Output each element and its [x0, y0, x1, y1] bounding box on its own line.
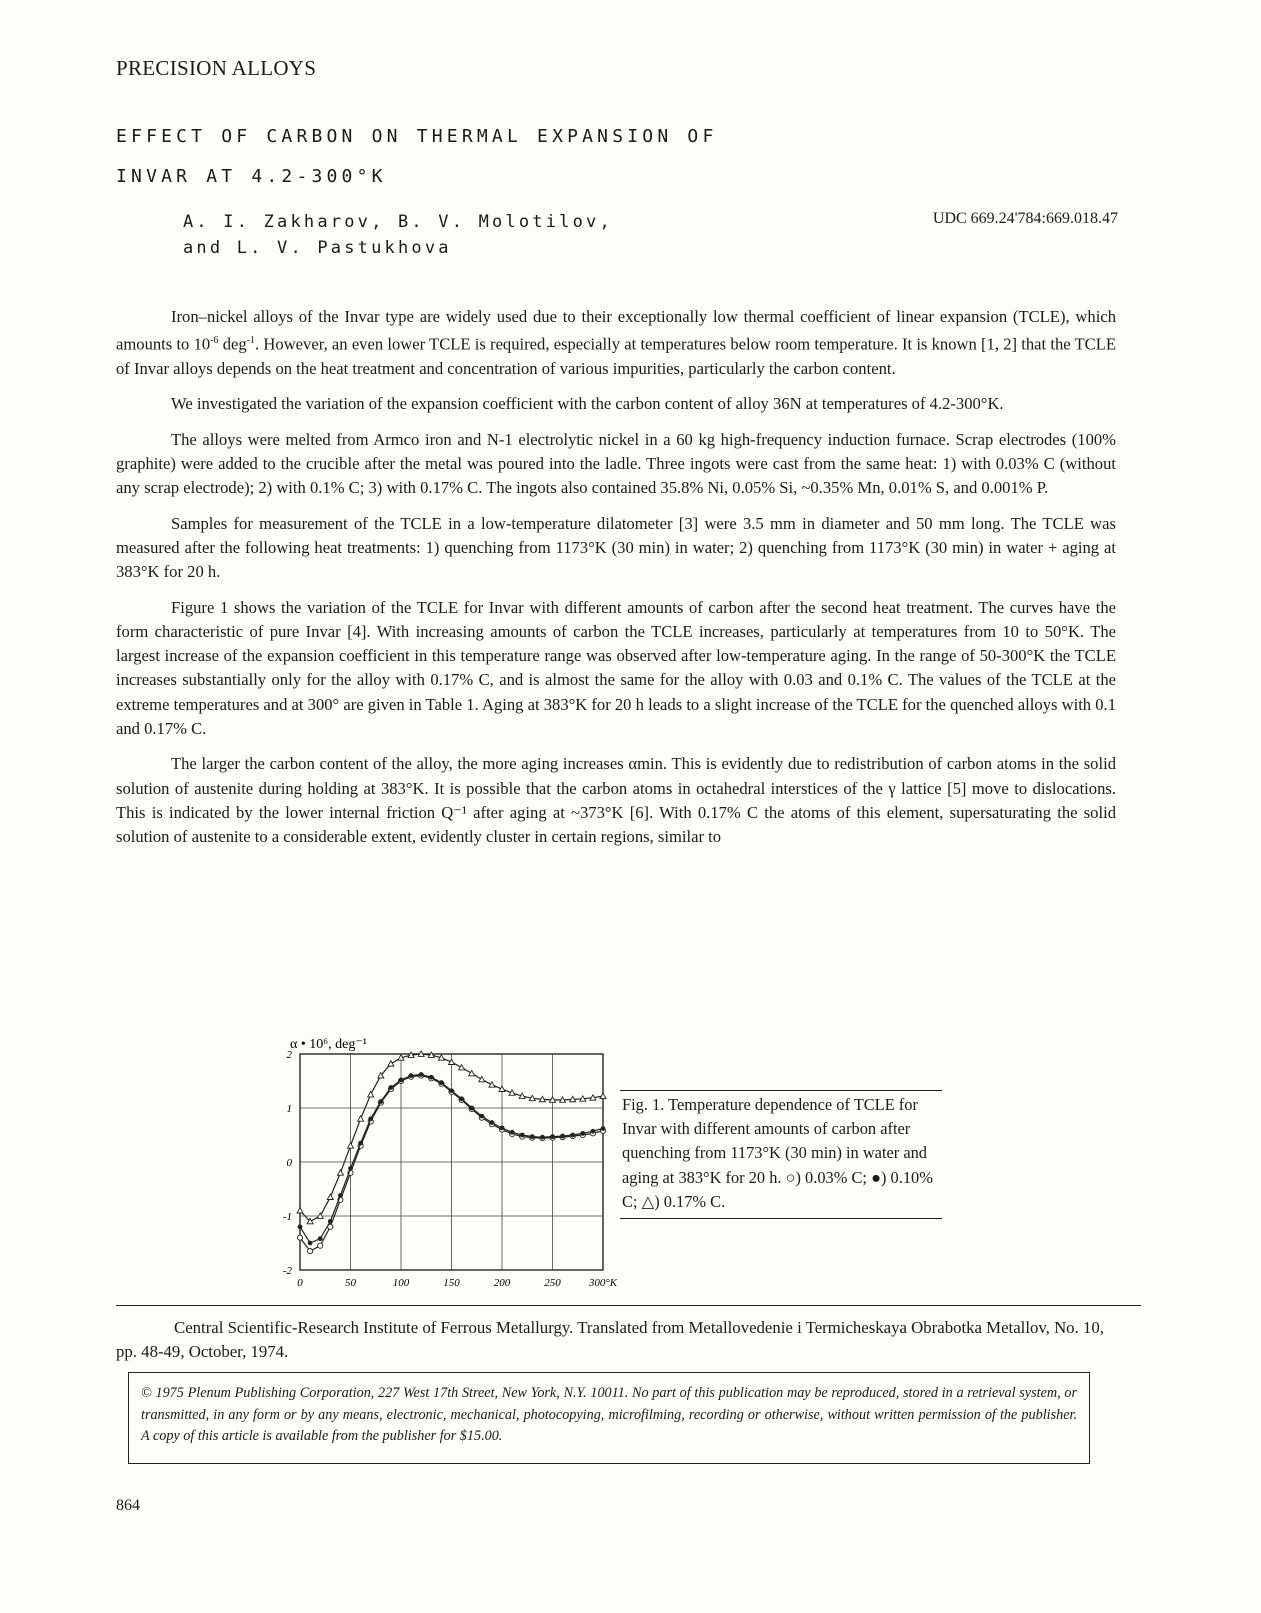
paragraph-4: Samples for measurement of the TCLE in a low-temperature dilatometer [3] were 3.5 mm in diameter and 50 mm long. The TCLE was measured after the following heat treatments: 1) quenching from 1173°K (30 min) in water; 2) quenching from 1173°K (30 min) in water + aging at 383°K for 20 h. — [116, 513, 1116, 582]
data-point-triangle — [368, 1092, 374, 1097]
y-axis-label: α • 10⁶, deg⁻¹ — [290, 1037, 367, 1052]
authors-line2: and L. V. Pastukhova — [183, 238, 452, 258]
data-point-triangle — [459, 1065, 465, 1070]
plot-area — [283, 1049, 618, 1289]
article-body — [116, 305, 1116, 860]
data-point-filled — [429, 1075, 434, 1080]
data-point-filled — [570, 1133, 575, 1138]
x-tick-label: 150 — [443, 1277, 460, 1289]
y-tick-label: 2 — [286, 1049, 292, 1061]
data-point-filled — [459, 1096, 464, 1101]
data-point-filled — [490, 1120, 495, 1125]
data-point-filled — [510, 1130, 515, 1135]
paragraph-5: Figure 1 shows the variation of the TCLE for Invar with different amounts of carbon after the second heat treatment. The curves have the form characteristic of pure Invar [4]. With increasing amounts of carbon the TCLE increases, particularly at temperatures from 10 to 50°K. The largest increase of the expansion coefficient in this temperature range was observed after low-temperature aging. In the range of 50-300°K the TCLE increases substantially only for the alloy with 0.17% C, and is almost the same for the alloy with 0.03 and 0.1% C. The values of the TCLE at the extreme temperatures and at 300° are given in Table 1. Aging at 383°K for 20 h leads to a slight increase of the TCLE for the quenched alloys with 0.1 and 0.17% C. — [116, 597, 1116, 738]
data-point-filled — [479, 1114, 484, 1119]
paragraph-6: The larger the carbon content of the alloy, the more aging increases αmin. This is evidently due to redistribution of carbon atoms in the solid solution of austenite during holding at 383°K. It is possible that the carbon atoms in octahedral interstices of the γ lattice [5] move to dislocations. This is indicated by the lower internal friction Q⁻¹ after aging at ~373°K [6]. With 0.17% C the atoms of this element, supersaturating the solid solution of austenite to a considerable extent, evidently cluster in certain regions, similar to — [116, 754, 1116, 847]
y-tick-label: 1 — [286, 1103, 292, 1115]
page-number: 864 — [116, 1497, 140, 1514]
article-title-line2: INVAR AT 4.2-300°K — [116, 166, 387, 187]
data-point-filled — [449, 1088, 454, 1093]
copyright-notice: © 1975 Plenum Publishing Corporation, 227 West 17th Street, New York, N.Y. 10011. No part of this publication may be reproduced, stored in a retrieval system, or transmitted, in any form or by any means, electronic, mechanical, photocopying, microfilming, recording or otherwise, without written permission of the publisher. A copy of this article is available from the publisher for $15.00. — [128, 1372, 1090, 1464]
data-point-open — [297, 1235, 302, 1240]
data-point-filled — [368, 1116, 373, 1121]
data-point-filled — [469, 1106, 474, 1111]
udc-code: UDC 669.24'784:669.018.47 — [932, 210, 1118, 227]
data-point-filled — [378, 1099, 383, 1104]
data-point-filled — [601, 1126, 606, 1131]
data-point-filled — [439, 1080, 444, 1085]
data-point-filled — [591, 1129, 596, 1134]
data-point-triangle — [388, 1061, 394, 1066]
data-point-filled — [348, 1166, 353, 1171]
x-tick-label: 300°K — [588, 1277, 618, 1289]
affiliation-note: Central Scientific-Research Institute of Ferrous Metallurgy. Translated from Metallovedenie i Termicheskaya Obrabotka Metallov, No. 10, pp. 48-49, October, 1974. — [116, 1318, 1104, 1361]
data-point-filled — [308, 1241, 313, 1246]
data-point-filled — [419, 1072, 424, 1077]
paragraph-3: The alloys were melted from Armco iron and N-1 electrolytic nickel in a 60 kg high-frequency induction furnace. Scrap electrodes (100% graphite) were added to the crucible after the metal was poured into the ladle. Three ingots were cast from the same heat: 1) with 0.03% C (without any scrap electrode); 2) with 0.1% C; 3) with 0.17% C. The ingots also contained 35.8% Ni, 0.05% Si, ~0.35% Mn, 0.01% S, and 0.001% P. — [116, 429, 1116, 498]
data-point-triangle — [348, 1143, 354, 1148]
data-point-filled — [500, 1126, 505, 1131]
data-point-filled — [560, 1134, 565, 1139]
paragraph-1: Iron–nickel alloys of the Invar type are widely used due to their exceptionally low thermal coefficient of linear expansion (TCLE), which amounts to $10^{-6}$ deg$^{-1}$. However, an even lower TCLE is required, especially at temperatures below room temperature. It is known [1, 2] that the TCLE of Invar alloys depends on the heat treatment and concentration of various impurities, particularly the carbon content. — [116, 307, 1117, 379]
data-point-filled — [318, 1236, 323, 1241]
data-point-filled — [399, 1078, 404, 1083]
y-tick-label: -1 — [282, 1211, 292, 1223]
y-tick-label: 0 — [286, 1157, 292, 1169]
tcle-chart — [270, 1030, 620, 1295]
data-point-filled — [530, 1134, 535, 1139]
figure-caption: Fig. 1. Temperature dependence of TCLE for Invar with different amounts of carbon after quenching from 1173°K (30 min) in water and aging at 383°K for 20 h. ○) 0.03% C; ●) 0.10% C; △) 0.17% C. — [620, 1090, 942, 1219]
x-tick-label: 250 — [544, 1277, 561, 1289]
y-tick-label: -2 — [282, 1265, 292, 1277]
paragraph-2: We investigated the variation of the expansion coefficient with the carbon content of alloy 36N at temperatures of 4.2-300°K. — [171, 394, 1004, 414]
data-point-triangle — [469, 1070, 475, 1075]
x-tick-label: 50 — [345, 1277, 356, 1289]
data-point-open — [308, 1249, 313, 1254]
section-heading: PRECISION ALLOYS — [116, 56, 317, 80]
x-tick-label: 100 — [392, 1277, 410, 1289]
article-title-line1: EFFECT OF CARBON ON THERMAL EXPANSION OF — [116, 126, 718, 147]
authors-line1: A. I. Zakharov, B. V. Molotilov, — [183, 212, 613, 232]
data-point-filled — [298, 1224, 303, 1229]
data-point-filled — [580, 1131, 585, 1136]
footer-divider — [116, 1305, 1141, 1306]
data-point-filled — [540, 1135, 545, 1140]
data-point-filled — [550, 1134, 555, 1139]
data-point-triangle — [479, 1076, 485, 1081]
data-point-filled — [358, 1141, 363, 1146]
x-tick-label: 200 — [493, 1277, 511, 1289]
data-point-triangle — [297, 1208, 303, 1213]
data-point-triangle — [337, 1170, 343, 1175]
data-point-filled — [520, 1133, 525, 1138]
data-point-triangle — [327, 1194, 333, 1199]
data-point-open — [318, 1243, 323, 1248]
data-point-filled — [328, 1219, 333, 1224]
data-point-triangle — [358, 1116, 364, 1121]
data-point-filled — [338, 1193, 343, 1198]
data-point-triangle — [489, 1082, 495, 1087]
data-point-triangle — [600, 1093, 606, 1098]
data-point-filled — [389, 1085, 394, 1090]
x-tick-label: 0 — [297, 1277, 303, 1289]
data-point-filled — [409, 1073, 414, 1078]
